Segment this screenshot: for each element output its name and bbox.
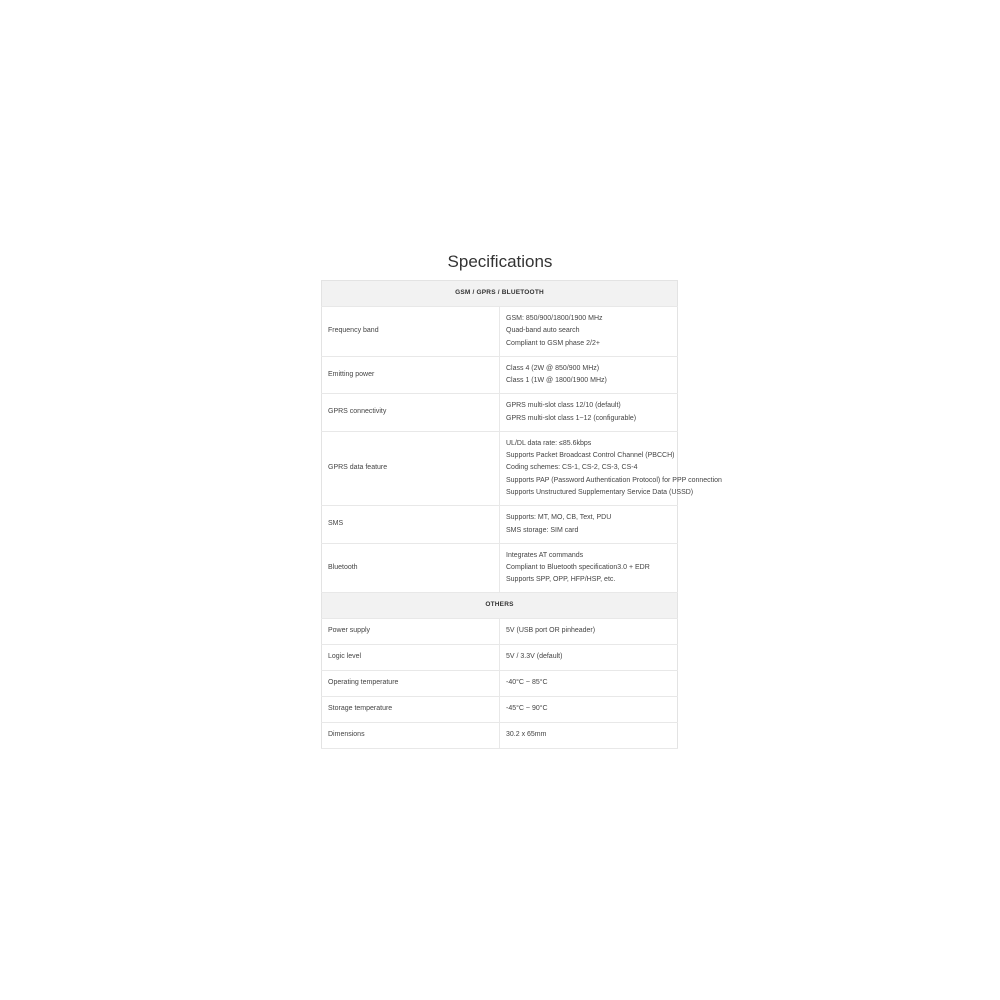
- spec-value-line: Compliant to Bluetooth specification3.0 + EDR: [506, 563, 650, 571]
- spec-value: [500, 394, 678, 432]
- spec-value: [500, 645, 678, 671]
- section-heading: GSM / GPRS / BLUETOOTH: [322, 281, 678, 307]
- spec-row-gprs-data-feature: [322, 432, 678, 506]
- spec-label: Storage temperature: [322, 697, 500, 723]
- spec-value-line: Supports Packet Broadcast Control Channel (PBCCH): [506, 452, 675, 460]
- spec-value: [500, 619, 678, 645]
- spec-value-line: Compliant to GSM phase 2/2+: [506, 339, 600, 347]
- spec-value-line: Quad-band auto search: [506, 327, 580, 335]
- spec-row-sms: [322, 506, 678, 544]
- spec-value-line: SMS storage: SIM card: [506, 526, 579, 534]
- spec-value-line: Coding schemes: CS-1, CS-2, CS-3, CS-4: [506, 464, 638, 472]
- spec-label: SMS: [322, 506, 500, 544]
- spec-value-line: GSM: 850/900/1800/1900 MHz: [506, 315, 603, 323]
- spec-value: [500, 697, 678, 723]
- spec-value-line: 5V / 3.3V (default): [506, 653, 563, 661]
- spec-value-line: 30.2 x 65mm: [506, 731, 547, 739]
- spec-label: GPRS connectivity: [322, 394, 500, 432]
- spec-value: [500, 723, 678, 749]
- spec-row-emitting-power: [322, 357, 678, 394]
- section-heading: OTHERS: [322, 593, 678, 619]
- spec-value-line: Class 4 (2W @ 850/900 MHz): [506, 364, 600, 372]
- spec-row-logic-level: [322, 645, 678, 671]
- spec-row-power-supply: [322, 619, 678, 645]
- spec-value-line: UL/DL data rate: ≤85.6kbps: [506, 439, 592, 447]
- spec-value-line: GPRS multi-slot class 1~12 (configurable): [506, 414, 637, 422]
- section-header-gsm: [322, 281, 678, 307]
- spec-value-line: -40°C ~ 85°C: [506, 679, 548, 687]
- spec-value: [500, 307, 678, 357]
- spec-row-frequency-band: [322, 307, 678, 357]
- spec-label: Dimensions: [322, 723, 500, 749]
- spec-value-line: 5V (USB port OR pinheader): [506, 627, 596, 635]
- spec-label: Frequency band: [322, 307, 500, 357]
- spec-value-line: Supports SPP, OPP, HFP/HSP, etc.: [506, 576, 616, 584]
- spec-row-gprs-connectivity: [322, 394, 678, 432]
- spec-row-bluetooth: [322, 544, 678, 593]
- spec-row-dimensions: [322, 723, 678, 749]
- spec-label: Power supply: [322, 619, 500, 645]
- spec-row-storage-temperature: [322, 697, 678, 723]
- spec-value-line: Class 1 (1W @ 1800/1900 MHz): [506, 377, 607, 384]
- spec-value-line: Supports PAP (Password Authentication Protocol) for PPP connection: [506, 476, 722, 484]
- spec-value: [500, 671, 678, 697]
- spec-value-line: Integrates AT commands: [506, 551, 584, 559]
- page-title: Specifications: [447, 252, 553, 271]
- spec-value: [500, 506, 678, 544]
- spec-row-operating-temperature: [322, 671, 678, 697]
- spec-label: GPRS data feature: [322, 432, 500, 506]
- specifications-table: [321, 280, 722, 749]
- spec-label: Logic level: [322, 645, 500, 671]
- spec-value: [500, 544, 678, 593]
- spec-label: Operating temperature: [322, 671, 500, 697]
- spec-value: [500, 357, 678, 394]
- spec-value: [500, 432, 722, 506]
- spec-value-line: Supports: MT, MO, CB, Text, PDU: [506, 514, 612, 522]
- spec-label: Emitting power: [322, 357, 500, 394]
- spec-value-line: -45°C ~ 90°C: [506, 705, 548, 713]
- spec-value-line: Supports Unstructured Supplementary Service Data (USSD): [506, 488, 694, 496]
- spec-value-line: GPRS multi-slot class 12/10 (default): [506, 402, 621, 410]
- spec-label: Bluetooth: [322, 544, 500, 593]
- section-header-others: [322, 593, 678, 619]
